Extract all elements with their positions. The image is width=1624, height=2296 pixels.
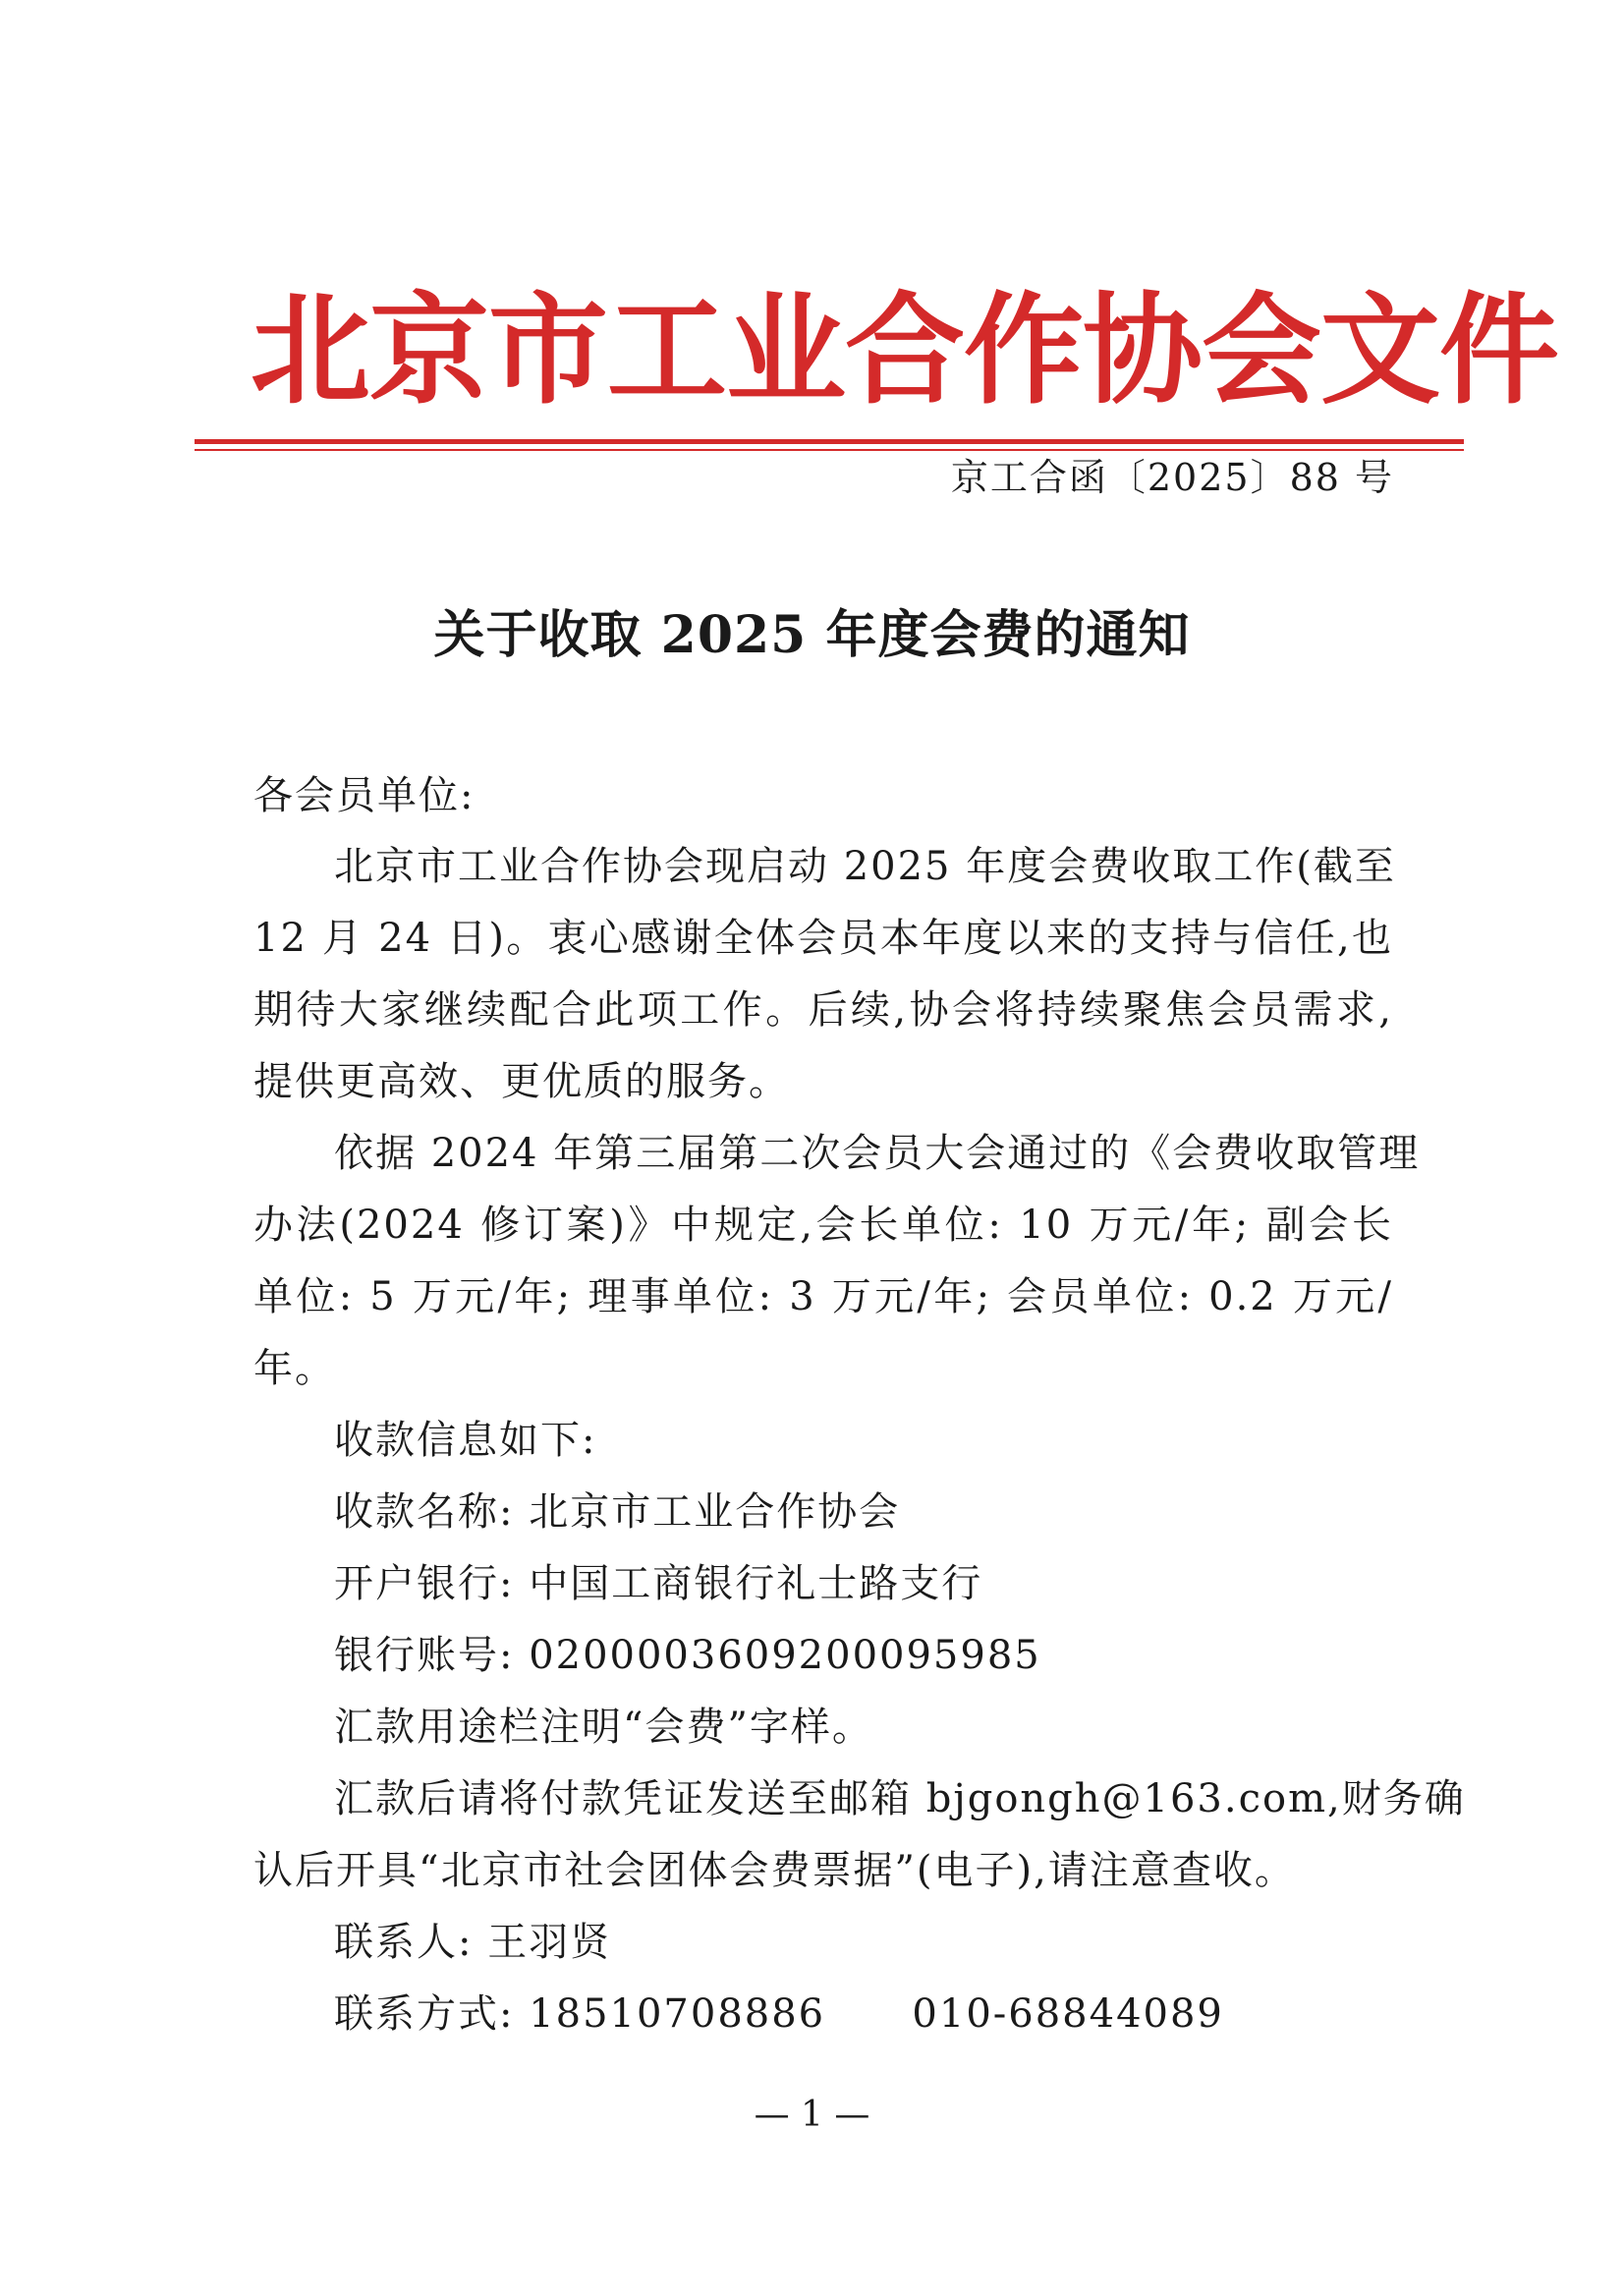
- paragraph-2-line-3: 单位: 5 万元/年; 理事单位: 3 万元/年; 会员单位: 0.2 万元/: [253, 1274, 1393, 1319]
- payment-remark: 汇款用途栏注明“会费”字样。: [334, 1705, 873, 1750]
- masthead-divider: [195, 439, 1464, 444]
- payment-intro: 收款信息如下:: [334, 1418, 597, 1463]
- salutation: 各会员单位:: [253, 773, 476, 818]
- paragraph-2-line-1: 依据 2024 年第三届第二次会员大会通过的《会费收取管理: [334, 1131, 1421, 1176]
- paragraph-1-line-4: 提供更高效、更优质的服务。: [253, 1059, 790, 1104]
- paragraph-2-line-2: 办法(2024 修订案)》中规定,会长单位: 10 万元/年; 副会长: [253, 1203, 1393, 1248]
- payment-bank: 开户银行: 中国工商银行礼士路支行: [334, 1561, 983, 1606]
- paragraph-1-line-2: 12 月 24 日)。衷心感谢全体会员本年度以来的支持与信任,也: [253, 916, 1393, 961]
- page-number: — 1 —: [754, 2095, 870, 2135]
- document-number: 京工合函〔2025〕88 号: [950, 456, 1394, 499]
- contact-phone: 联系方式: 18510708886 010-68844089: [334, 1991, 1224, 2037]
- notice-title: 关于收取 2025 年度会费的通知: [433, 605, 1191, 665]
- payment-account-name: 收款名称: 北京市工业合作协会: [334, 1489, 901, 1535]
- paragraph-3-line-2: 认后开具“北京市社会团体会费票据”(电子),请注意查收。: [253, 1848, 1296, 1893]
- contact-person: 联系人: 王羽贤: [334, 1920, 612, 1965]
- paragraph-2-line-4: 年。: [253, 1346, 336, 1391]
- paragraph-1-line-3: 期待大家继续配合此项工作。后续,协会将持续聚焦会员需求,: [253, 987, 1393, 1033]
- paragraph-1-line-1: 北京市工业合作协会现启动 2025 年度会费收取工作(截至: [334, 844, 1396, 889]
- payment-account-number: 银行账号: 0200003609200095985: [334, 1633, 1041, 1678]
- paragraph-3-line-1: 汇款后请将付款凭证发送至邮箱 bjgongh@163.com,财务确: [334, 1776, 1466, 1821]
- document-masthead: 北京市工业合作协会文件: [251, 281, 1558, 420]
